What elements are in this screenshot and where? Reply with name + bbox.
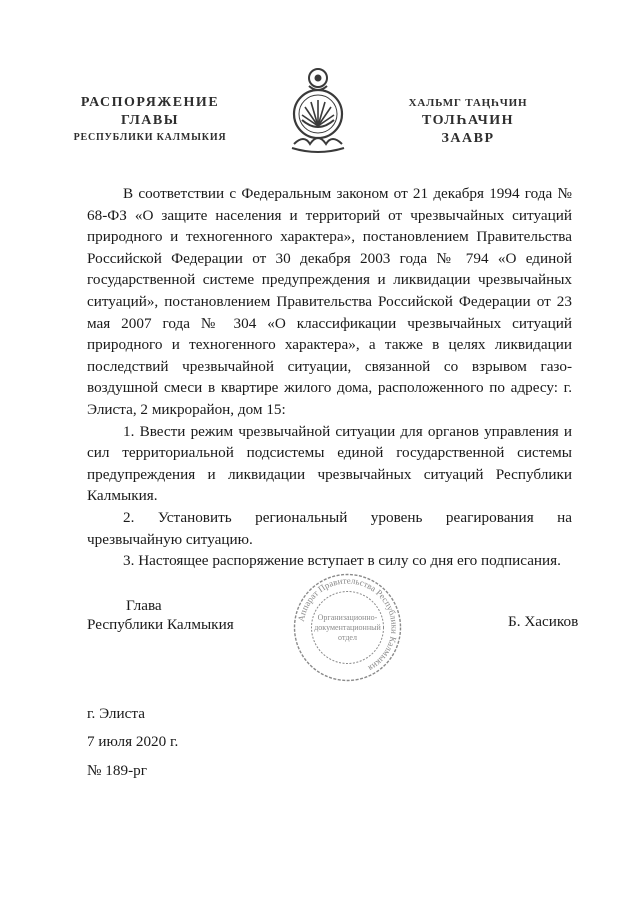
item-2-paragraph: 2. Установить региональный уровень реагирования на чрезвычайную ситуацию.: [87, 508, 572, 548]
signer-title-line2: Республики Калмыкия: [87, 616, 234, 633]
preamble-paragraph: В соответствии с Федеральным законом от 21 декабря 1994 года № 68-ФЗ «О защите населения и территорий от чрезвычайных ситуаций природного и техногенного характера», постановлением Правительства Российской Федерации от 30 декабря 2003 года № 794 «О единой государственной системе предупреждения и ликвидации чрезвычайных ситуаций», постановлением Правительства Российской Федерации от 23 мая 2007 года № 304 «О классификации чрезвычайных ситуаций природного и техногенного характера», а также в целях ликвидации последствий чрезвычайной ситуации, связанной со взрывом газо-воздушной смеси в квартире жилого дома, расположенного по адресу: г. Элиста, 2 микрорайон, дом 15:: [87, 185, 572, 418]
header-left-line2: ГЛАВЫ: [121, 113, 179, 128]
item-3-paragraph: 3. Настоящее распоряжение вступает в силу со дня его подписания.: [123, 552, 561, 570]
stamp-inner-line2: документационный: [314, 623, 381, 632]
item-1-paragraph: 1. Ввести режим чрезвычайной ситуации для органов управления и сил территориальной подсистемы единой государственной системы предупреждения и ликвидации чрезвычайных ситуаций Республики Калмыкия.: [87, 422, 572, 505]
stamp-inner-line3: отдел: [338, 633, 357, 642]
document-place: г. Элиста: [87, 705, 145, 722]
document-date: 7 июля 2020 г.: [87, 733, 179, 750]
header-left-line1: РАСПОРЯЖЕНИЕ: [80, 95, 220, 110]
coat-of-arms-icon: [284, 64, 352, 158]
signer-name: Б. Хасиков: [508, 613, 579, 630]
stamp-outer-text: Аппарат Правительства Республики Калмыкия: [295, 575, 400, 674]
header-left-russian: [70, 94, 230, 146]
signer-title-line1: Глава: [126, 597, 162, 614]
official-stamp: [290, 570, 405, 685]
header-right-line2: ТОЛҺАЧИН: [421, 113, 515, 128]
header-right-line3: ЗААВР: [441, 131, 495, 146]
header-right-line1: ХАЛЬМГ ТАҢҺЧИН: [408, 97, 528, 109]
stamp-inner-line1: Организационно-: [317, 613, 378, 622]
header-right-kalmyk: [398, 94, 538, 148]
order-body: [87, 183, 572, 572]
header-left-line3: РЕСПУБЛИКИ КАЛМЫКИЯ: [73, 132, 227, 143]
document-number: № 189-рг: [87, 762, 147, 779]
